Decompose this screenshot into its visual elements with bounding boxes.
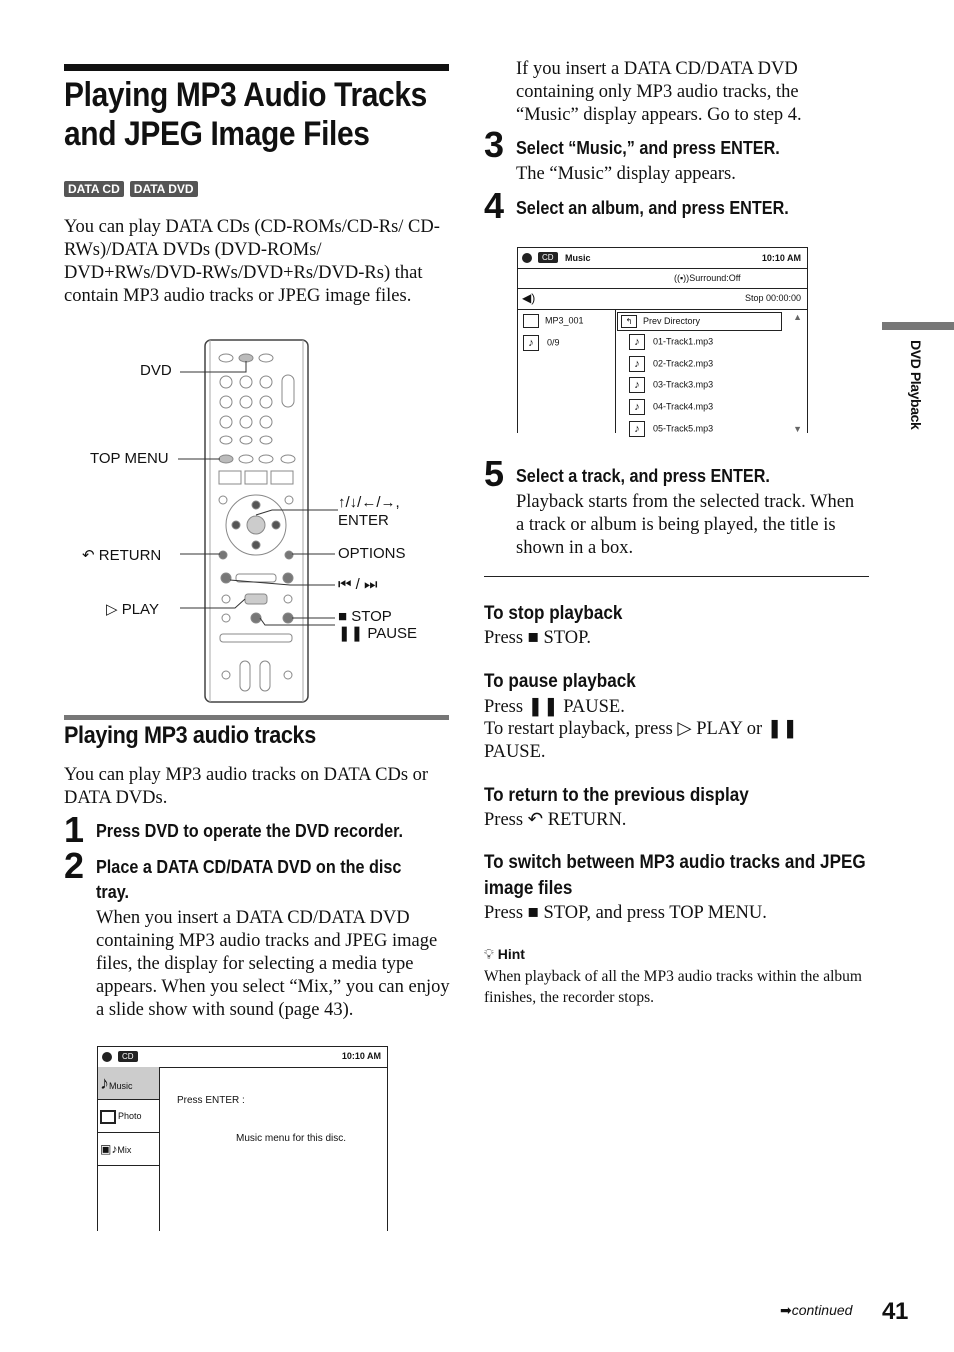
page-title-line1: Playing MP3 Audio Tracks [64, 76, 427, 114]
step-2-title: Place a DATA CD/DATA DVD on the disc tray. [96, 857, 402, 902]
skip-icon: ⏮ / ⏭ [338, 576, 378, 593]
remote-label-stop-text: STOP [351, 608, 392, 625]
menu-item-photo-label: Photo [118, 1111, 142, 1121]
track-name: 04-Track4.mp3 [653, 401, 714, 412]
prev-directory-label: Prev Directory [643, 316, 701, 326]
media-tags [64, 180, 204, 198]
step-1-title: Press DVD to operate the DVD recorder. [96, 821, 404, 841]
side-tab-bar [882, 322, 954, 330]
side-tab-label: DVD Playback [908, 340, 924, 430]
menu-item-photo[interactable] [98, 1100, 159, 1133]
switch-body: Press ■ STOP, and press TOP MENU. [484, 903, 767, 923]
track-name: 05-Track5.mp3 [653, 423, 714, 434]
step-3-pre: If you insert a DATA CD/DATA DVD containing only MP3 audio tracks, the “Music” display appears. Go to step 4. [516, 59, 802, 125]
speaker-icon: ◀) [522, 291, 536, 305]
hint-text: When playback of all the MP3 audio tracks within the album finishes, the recorder stops. [484, 968, 862, 1006]
arrow-right-icon: ➡ [780, 1302, 792, 1318]
photo-icon [100, 1110, 116, 1124]
step-4-number: 4 [484, 185, 505, 226]
pause-body: Press ❚❚ PAUSE. [484, 697, 625, 717]
menu-item-mix-label: Mix [117, 1145, 132, 1155]
section-rule [64, 715, 449, 720]
media-select-screen [97, 1046, 388, 1231]
track-name: 02-Track2.mp3 [653, 358, 714, 369]
mix-icon: ▣♪ [100, 1142, 118, 1156]
intro-text: You can play DATA CDs (CD-ROMs/CD-Rs/ CD-RWs)/DATA DVDs (DVD-ROMs/ DVD+RWs/DVD-RWs/DVD+Rs/DVD-Rs) that contain MP3 audio tracks or JPEG image files. [64, 217, 440, 306]
pause-icon: ❚❚ [338, 625, 368, 642]
music-note-icon: ♪ [523, 335, 539, 351]
divider [484, 576, 869, 577]
step-2-number: 2 [64, 845, 85, 886]
remote-label-return [82, 546, 161, 564]
switch-heading: To switch between MP3 audio tracks and JPEG image files [484, 852, 866, 899]
step-5-number: 5 [484, 453, 505, 494]
continued-note [780, 1302, 852, 1319]
remote-label-dvd: DVD [140, 362, 172, 379]
track-row[interactable] [629, 399, 713, 415]
music-note-icon: ♪ [629, 334, 645, 350]
prev-directory-row[interactable] [617, 312, 782, 331]
stop-body: Press ■ STOP. [484, 628, 591, 648]
menu-item-mix[interactable] [98, 1133, 159, 1166]
step-3-number: 3 [484, 124, 505, 165]
music-menu-message: Music menu for this disc. [236, 1133, 347, 1144]
remote-control-drawing [60, 335, 460, 705]
track-name: 01-Track1.mp3 [653, 336, 714, 347]
remote-illustration [60, 335, 460, 705]
menu-item-music-label: Music [109, 1081, 133, 1091]
remote-label-options: OPTIONS [338, 545, 406, 562]
step-3-body: The “Music” display appears. [516, 164, 736, 184]
return-body: Press ↶ RETURN. [484, 810, 627, 830]
continued-text: continued [791, 1302, 853, 1318]
disc-icon [522, 253, 532, 265]
remote-label-play [106, 600, 159, 618]
disc-icon [102, 1052, 112, 1065]
track-row[interactable] [629, 421, 713, 437]
step-5-body: Playback starts from the selected track. When a track or album is being played, the title is shown in a box. [516, 492, 855, 558]
stop-icon: ■ [338, 608, 352, 625]
album-name: MP3_001 [545, 315, 584, 326]
menu-item-music[interactable] [98, 1067, 159, 1100]
hint-label: Hint [497, 946, 525, 962]
data-cd-tag: DATA CD [64, 181, 124, 197]
pause-heading: To pause playback [484, 671, 636, 692]
scroll-down-icon[interactable]: ▼ [793, 424, 802, 434]
music-note-icon: ♪ [629, 377, 645, 393]
section-heading: Playing MP3 audio tracks [64, 722, 316, 749]
data-dvd-tag: DATA DVD [130, 181, 198, 197]
remote-label-skip [338, 576, 378, 593]
cd-badge: CD [538, 252, 558, 263]
return-icon: ↶ [82, 547, 99, 564]
step-3-title: Select “Music,” and press ENTER. [516, 138, 780, 158]
remote-label-play-text: PLAY [121, 601, 159, 618]
track-count: 0/9 [547, 337, 560, 348]
lightbulb-icon: 💡︎ [484, 946, 498, 962]
page-title [64, 76, 427, 154]
remote-label-enter: ENTER [338, 512, 389, 529]
surround-icon: ((▪)) [674, 273, 690, 283]
cd-badge: CD [118, 1051, 138, 1062]
section-intro: You can play MP3 audio tracks on DATA CDs or DATA DVDs. [64, 765, 429, 808]
hint-label-row [484, 946, 525, 963]
press-enter-text: Press ENTER : [177, 1095, 245, 1106]
music-note-icon: ♪ [100, 1073, 109, 1093]
scroll-up-icon[interactable]: ▲ [793, 312, 802, 322]
remote-label-top-menu: TOP MENU [90, 450, 169, 467]
step-4-title: Select an album, and press ENTER. [516, 198, 789, 218]
return-heading: To return to the previous display [484, 785, 749, 806]
track-row[interactable] [629, 356, 713, 372]
step-5-title: Select a track, and press ENTER. [516, 466, 770, 486]
remote-label-pause [338, 624, 417, 642]
playback-status: Stop 00:00:00 [744, 293, 801, 303]
folder-icon [523, 314, 539, 328]
screen2-time: 10:10 AM [761, 253, 801, 263]
music-note-icon: ♪ [629, 356, 645, 372]
title-rule [64, 64, 449, 71]
remote-label-return-text: RETURN [98, 547, 162, 564]
screen2-mode: Music [565, 253, 591, 263]
page-title-line2: and JPEG Image Files [64, 115, 370, 153]
surround-status [674, 273, 741, 283]
surround-text: Surround:Off [689, 273, 741, 283]
track-row[interactable] [629, 377, 713, 393]
screen1-time: 10:10 AM [341, 1051, 381, 1061]
music-screen [517, 247, 808, 433]
step-2-body: When you insert a DATA CD/DATA DVD containing MP3 audio tracks and JPEG image files, the display for selecting a media type appears. When you select “Mix,” you can enjoy a slide show with sound (page 43). [96, 908, 450, 1020]
music-note-icon: ♪ [629, 421, 645, 437]
play-icon: ▷ [106, 601, 122, 618]
album-row[interactable] [523, 314, 584, 328]
remote-label-pause-text: PAUSE [367, 625, 418, 642]
remote-label-arrows [338, 494, 400, 511]
track-count-row [523, 335, 560, 351]
arrow-keys-icon: ↑/↓/←/→, [338, 494, 400, 511]
stop-heading: To stop playback [484, 603, 623, 624]
track-row[interactable] [629, 334, 713, 350]
music-note-icon: ♪ [629, 399, 645, 415]
track-name: 03-Track3.mp3 [653, 379, 714, 390]
step-1-number: 1 [64, 809, 85, 850]
prev-directory-icon: ↰ [621, 315, 637, 328]
remote-label-stop [338, 608, 392, 625]
page-number: 41 [882, 1298, 908, 1325]
pause-body-restart: To restart playback, press ▷ PLAY or ❚❚ PAUSE. [484, 719, 798, 762]
